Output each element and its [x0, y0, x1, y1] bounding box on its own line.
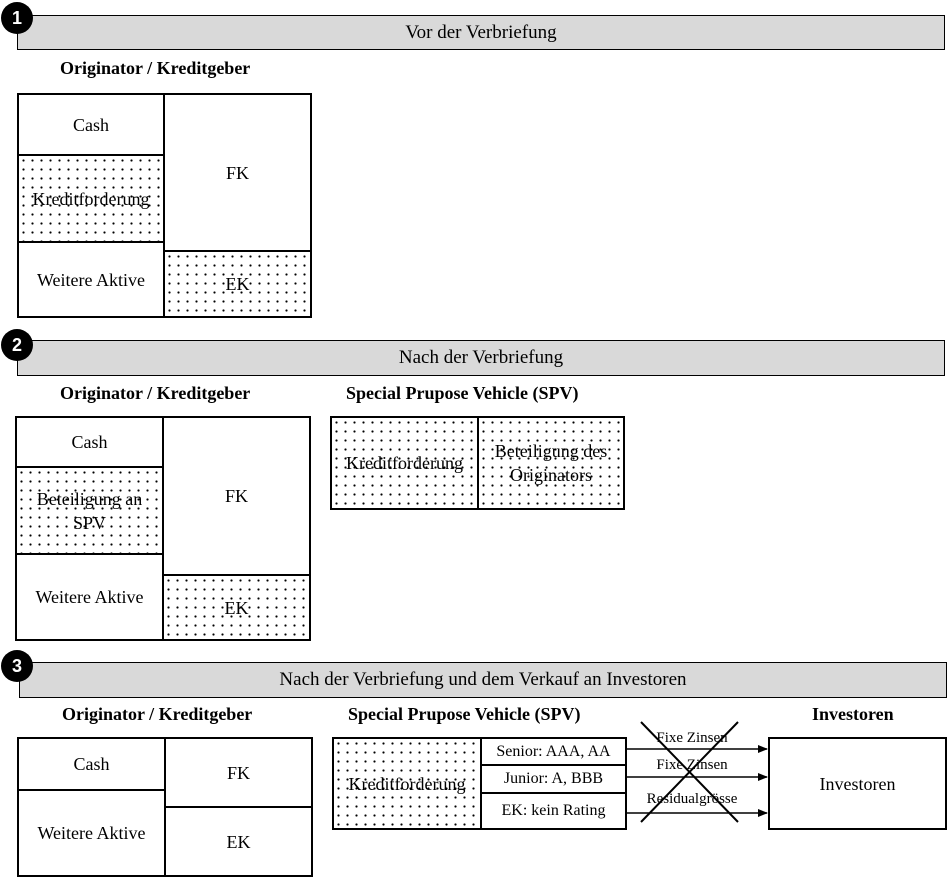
section-2-spv-heading: Special Prupose Vehicle (SPV) — [346, 383, 579, 403]
s3-asset-weitere-aktive: Weitere Aktive — [17, 789, 166, 877]
s2-asset-cash: Cash — [15, 416, 164, 468]
s3-investoren-box: Investoren — [768, 737, 947, 830]
s1-asset-cash: Cash — [17, 93, 165, 156]
s2-liability-fk: FK — [162, 416, 311, 576]
section-1-title: Vor der Verbriefung — [405, 21, 557, 43]
section-3-originator-heading: Originator / Kreditgeber — [62, 704, 253, 724]
section-3-title: Nach der Verbriefung und dem Verkauf an Investoren — [279, 669, 687, 690]
s3-tranche-ek: EK: kein Rating — [480, 792, 627, 830]
section-2-originator-heading: Originator / Kreditgeber — [60, 383, 251, 403]
s1-asset-weitere-aktive: Weitere Aktive — [17, 241, 165, 318]
section-1-originator-heading: Originator / Kreditgeber — [60, 58, 251, 78]
s2-asset-weitere-aktive: Weitere Aktive — [15, 553, 164, 641]
s3-liability-ek: EK — [164, 806, 313, 877]
flow-label-ek: Residualgrösse — [646, 791, 738, 807]
s3-liability-fk: FK — [164, 737, 313, 808]
s2-spv-asset-kreditforderung: Kreditforderung — [330, 416, 479, 510]
s1-liability-ek: EK — [163, 250, 312, 318]
s3-asset-cash: Cash — [17, 737, 166, 791]
section-2-number: 2 — [11, 334, 22, 355]
section-3-number: 3 — [11, 655, 22, 676]
s2-liability-ek: EK — [162, 574, 311, 641]
section-3-spv-heading: Special Prupose Vehicle (SPV) — [348, 704, 581, 724]
section-3-investoren-heading: Investoren — [812, 704, 894, 724]
s3-tranche-junior: Junior: A, BBB — [480, 764, 627, 794]
section-2-title: Nach der Verbriefung — [398, 347, 564, 368]
flow-label-junior: Fixe Zinsen — [656, 757, 728, 773]
s3-spv-asset-kreditforderung: Kreditforderung — [332, 737, 482, 830]
flow-label-senior: Fixe Zinsen — [656, 730, 728, 746]
s2-asset-beteiligung-spv: Beteiligung an SPV — [15, 466, 164, 555]
s2-spv-liability-beteiligung-originator: Beteiligung des Originators — [477, 416, 625, 510]
s1-asset-kreditforderung: Kreditforderung — [17, 154, 165, 243]
s1-liability-fk: FK — [163, 93, 312, 252]
s3-tranche-senior: Senior: AAA, AA — [480, 737, 627, 766]
section-1-number: 1 — [11, 7, 22, 28]
